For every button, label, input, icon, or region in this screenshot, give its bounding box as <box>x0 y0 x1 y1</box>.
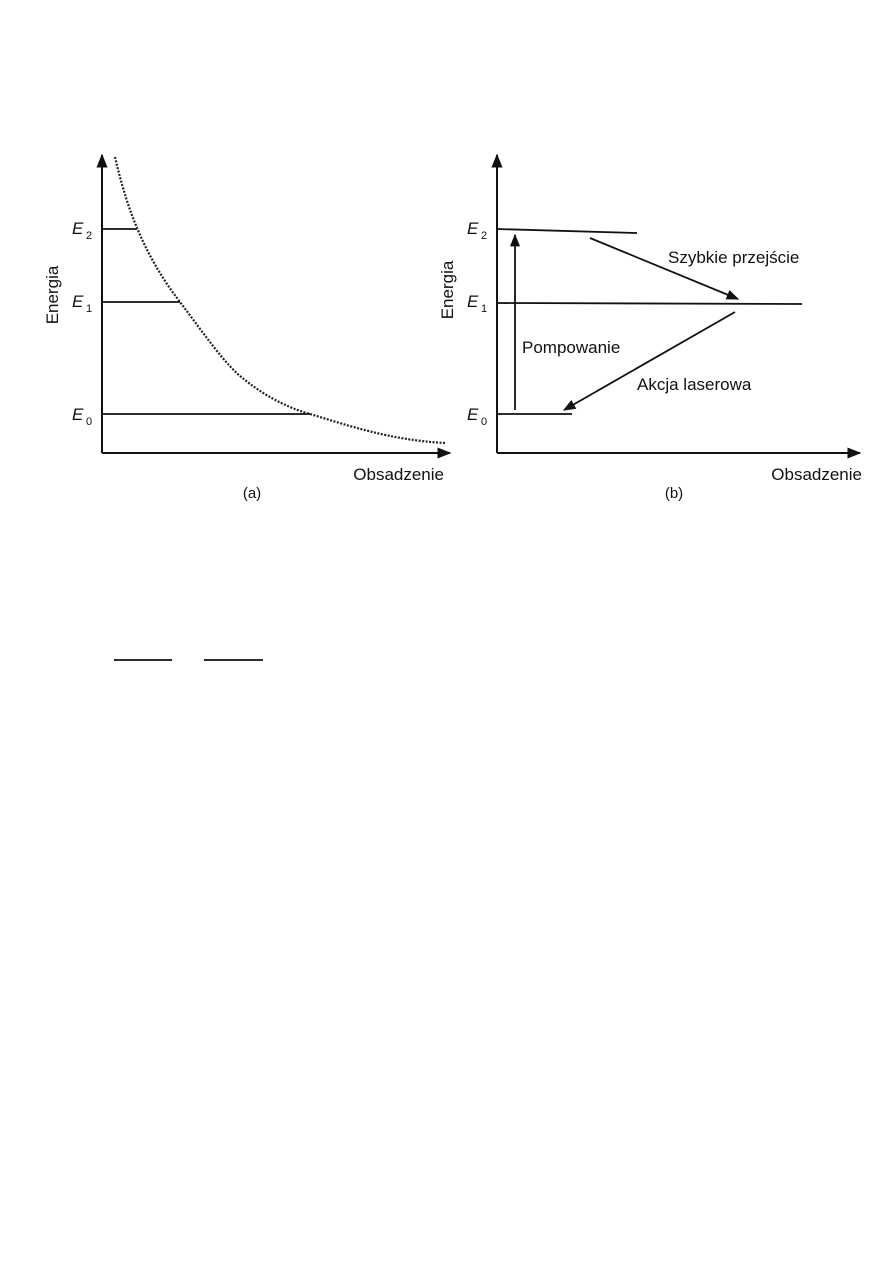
laser-action-label: Akcja laserowa <box>637 375 752 394</box>
panel-b-level-e2 <box>497 229 637 233</box>
panel-b-e0-letter: E <box>467 405 479 424</box>
panel-b-y-label: Energia <box>438 260 457 320</box>
panel-a-e0-sub: 0 <box>86 416 93 428</box>
panel-b-e2-letter: E <box>467 219 479 238</box>
panel-a-e2-sub: 2 <box>86 230 93 242</box>
panel-b-caption: (b) <box>664 485 684 502</box>
panel-a-population-curve <box>115 157 445 443</box>
panel-b-x-label: Obsadzenie <box>771 465 862 484</box>
panel-b-level-e1 <box>497 303 802 304</box>
fast-transition-label: Szybkie przejście <box>668 248 800 267</box>
laser-action-arrow <box>564 312 735 410</box>
panel-a-e2-letter: E <box>72 219 84 238</box>
panel-a-e0-letter: E <box>72 405 84 424</box>
pumping-label: Pompowanie <box>522 338 621 357</box>
panel-a-x-label: Obsadzenie <box>353 465 444 484</box>
panel-a-e1-letter: E <box>72 292 84 311</box>
panel-b <box>438 155 862 502</box>
panel-b-e1-sub: 1 <box>481 303 488 315</box>
panel-a-caption: (a) <box>242 485 262 502</box>
panel-b-e2-sub: 2 <box>481 230 488 242</box>
panel-a-y-label: Energia <box>43 265 62 325</box>
panel-b-e1-letter: E <box>467 292 479 311</box>
panel-a-e1-sub: 1 <box>86 303 93 315</box>
panel-b-e0-sub: 0 <box>481 416 488 428</box>
panel-a <box>43 155 450 502</box>
